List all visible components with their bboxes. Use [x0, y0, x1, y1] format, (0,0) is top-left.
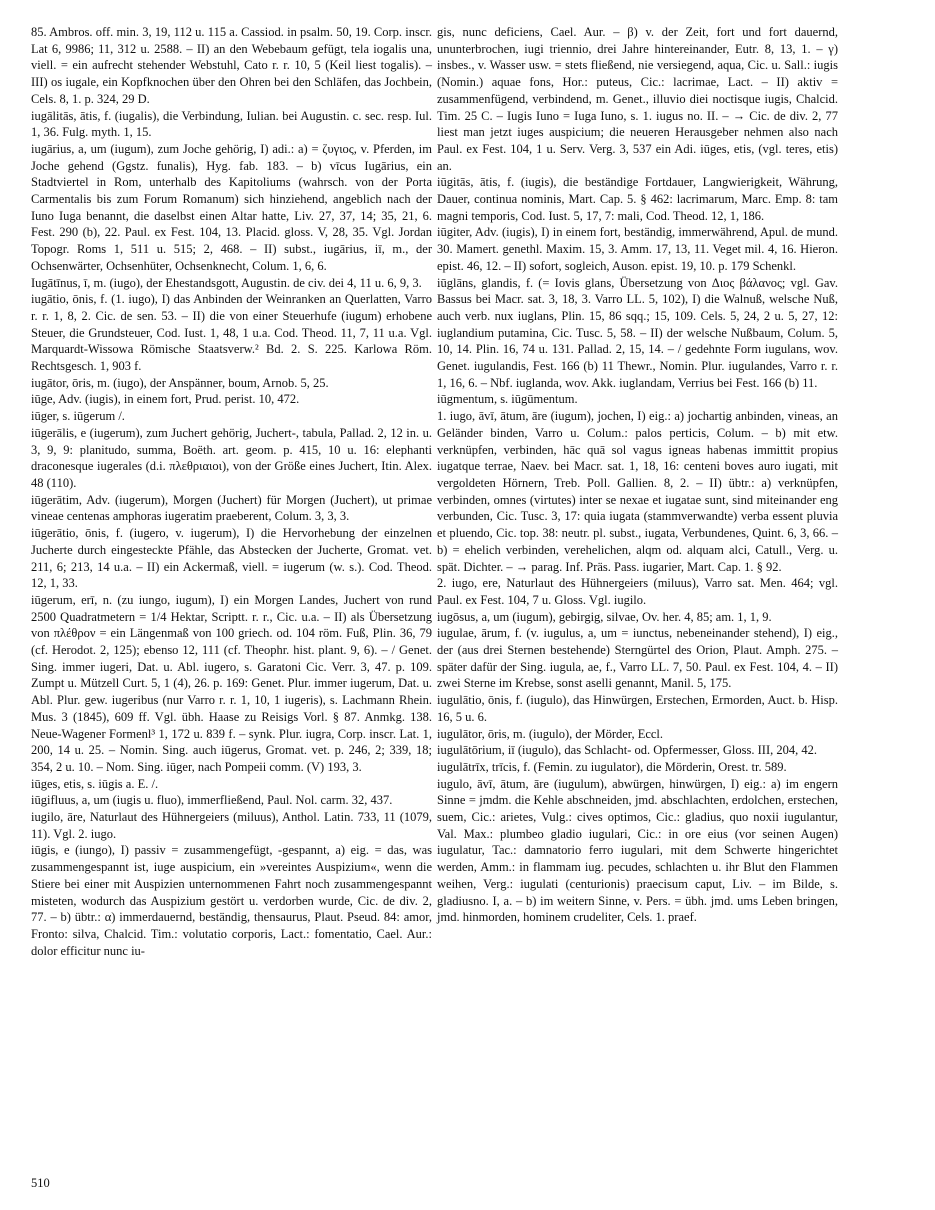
right-column — [437, 24, 838, 926]
entry: iūgerātio, ōnis, f. (iugero, v. iugerum), I) die Hervorhebung der einzelnen Jucherte durch eingesteckte Pfähle, das Abstecken der Jucherte, Gromat. vet. 211, 6; 213, 14 u.a. – II) ein Ackermaß, viell. = iugerum (w. s.). Cod. Theod. 12, 1, 33. — [31, 526, 432, 591]
left-column — [31, 24, 432, 959]
entry: iūgis, e (iungo), I) passiv = zusammengefügt, -gespannt, a) eig. = das, was zusammengespannt ist, iuge auspicium, ein »vereintes Auspizium«, wenn die Stiere bei einer mit Auspizien unternommenen Fahrt noch zusammengespannt misteten, wodurch das Auspizium gestört u. verdorben wurde, Cic. de div. 2, 77. – b) übtr.: α) immerdauernd, beständig, thensaurus, Plaut. Pseud. 84: amor, Fronto: silva, Chalcid. Tim.: volutatio corporis, Lact.: fomentatio, Cael. Aur.: dolor efficitur nunc iu- — [31, 843, 432, 958]
entry: iūglāns, glandis, f. (= Iovis glans, Übersetzung von Διος βάλανος; vgl. Gav. Bassus bei Macr. sat. 3, 18, 3. Varro LL. 5, 102), I) die Walnuß, welsche Nuß, auch verb. nux iuglans, Plin. 15, 86 sqq.; 15, 109. Cels. 5, 24, 2 u. 5, 27, 12: iuglandium putamina, Cic. Tusc. 5, 58. – II) der welsche Nußbaum, Colum. 5, 10, 14. Plin. 16, 74 u. 131. Pallad. 2, 15, 14. – / gedehnte Form iugulans, wov. Genet. iugulandis, Fest. 166 (b) 11 Thewr., Nomin. Plur. iugulandes, Varro r. r. 1, 16, 6. – Nbf. iuglanda, wov. Akk. iuglandam, Verrius bei Fest. 166 (b) 11. — [437, 275, 838, 390]
entry: iugālitās, ātis, f. (iugalis), die Verbindung, Iulian. bei Augustin. c. sec. resp. Iul. 1, 36. Fulg. myth. 1, 15. — [31, 108, 432, 140]
entry: iugātor, ōris, m. (iugo), der Anspänner, boum, Arnob. 5, 25. — [31, 375, 329, 390]
entry: iugōsus, a, um (iugum), gebirgig, silvae, Ov. her. 4, 85; am. 1, 1, 9. — [437, 609, 772, 624]
entry: iugārius, a, um (iugum), zum Joche gehörig, I) adi.: a) = ζυγιος, v. Pferden, im Joche gehend (Ggstz. funalis), Hyg. fab. 183. – b) vīcus Iugārius, ein Stadtviertel in Rom, unterhalb des Kapitoliums (wahrsch. von der Porta Carmentalis bis zum Forum Romanum) sich hinziehend, angeblich nach der Iuno Iuga benannt, die daselbst einen Altar hatte, Liv. 27, 37, 14; 35, 21, 6. Fest. 290 (b), 22. Paul. ex Fest. 104, 13. Placid. gloss. V, 28, 35. Vgl. Jordan Topogr. Roms 1, 511 u. 515; 2, 468. – II) subst., iugārius, iī, m., der Ochsenwärter, Ochsenhüter, Ochsenknecht, Colum. 1, 6, 6. — [31, 141, 432, 273]
entry: 85. Ambros. off. min. 3, 19, 112 u. 115 a. Cassiod. in psalm. 50, 19. Corp. inscr. Lat 6, 9986; 11, 312 u. 2588. – II) an den Webebaum gefügt, tela iogalis una, viell. = ein aufrecht stehender Webstuhl, Cato r. r. 10, 5 (Keil liest togalis). – III) os iugale, ein Kopfknochen über den Ohren bei den Schläfen, das Jochbein, Cels. 8, 1. p. 324, 29 D. — [31, 25, 432, 106]
entry: iugulātor, ōris, m. (iugulo), der Mörder, Eccl. — [437, 726, 664, 741]
entry: iūgerum, erī, n. (zu iungo, iugum), I) ein Morgen Landes, Juchert von rund 2500 Quadratmetern = 1/4 Hektar, Scriptt. r. r., Cic. u.a. – II) als Übersetzung von πλέθρον = ein Längenmaß von 100 griech. od. 104 röm. Fuß, Plin. 36, 79 (cf. Herodot. 2, 125); ebenso 12, 111 (cf. Theophr. hist. plant. 9, 6). – / Genet. Sing. immer iugeri, Dat. u. Abl. iugero, s. Garatoni Cic. Verr. 3, 47. p. 109. Zumpt u. Mützell Curt. 5, 1 (4), 26. p. 169: Genet. Plur. immer iugerum, Dat. u. Abl. Plur. gew. iugeribus (nur Varro r. r. 1, 10, 1 iugeris), s. Lachmann Rhein. Mus. 3 (1845), 609 ff. Vgl. übh. Haase zu Reisigs Vorl. § 87. Anmkg. 138. Neue-Wagener Formenl³ 1, 172 u. 839 f. – synk. Plur. iugra, Corp. inscr. Lat. 1, 200, 14 u. 25. – Nomin. Sing. auch iūgerus, Gromat. vet. p. 246, 2; 339, 18; 354, 2 u. 10. – Nom. Sing. iūger, nach Pompeii comm. (V) 193, 3. — [31, 592, 432, 774]
entry: iugulo, āvī, ātum, āre (iugulum), abwürgen, hinwürgen, I) eig.: a) im engern Sinne = jmdm. die Kehle abschneiden, jmd. abschlachten, erdolchen, erstechen, suem, Cic.: arietes, Vulg.: cives optimos, Cic.: gladius, quo noxii iugulantur, Val. Max.: plumbeo gladio iugulari, Cic.: in ore eius (vor seinen Augen) iugulatur, Tac.: damnatorio ferro iugulari, mit dem Schwerte hingerichtet werden, Amm.: in flammam iug. pecudes, schlachten u. ihr Blut den Flammen weihen, Verg.: iugulati (centurionis) praecisum caput, Liv. – im Bilde, s. gladiusno. I, a. – b) im weitern Sinne, v. Pers. = übh. jmd. ums Leben bringen, jmd. hinmorden, hominem crudeliter, Cels. 1. praef. — [437, 776, 838, 925]
entry: iūgifluus, a, um (iugis u. fluo), immerfließend, Paul. Nol. carm. 32, 437. — [31, 793, 393, 808]
entry: iugilo, āre, Naturlaut des Hühnergeiers (miluus), Anthol. Latin. 733, 11 (1079, 11). Vgl. 2. iugo. — [31, 810, 432, 841]
entry: iūgmentum, s. iūgūmentum. — [437, 392, 578, 407]
entry: Iugātīnus, ī, m. (iugo), der Ehestandsgott, Augustin. de civ. dei 4, 11 u. 6, 9, 3. — [31, 275, 422, 290]
entry: iūge, Adv. (iugis), in einem fort, Prud. perist. 10, 472. — [31, 392, 300, 407]
entry: iūger, s. iūgerum /. — [31, 409, 125, 424]
entry: 2. iugo, ere, Naturlaut des Hühnergeiers (miluus), Varro sat. Men. 464; vgl. Paul. ex Fest. 104, 7 u. Gloss. Vgl. iugilo. — [437, 576, 838, 607]
entry: 1. iugo, āvī, ātum, āre (iugum), jochen, I) eig.: a) jochartig anbinden, vineas, an Geländer binden, Varro u. Colum.: palos perticis, Colum. – b) mit etw. verknüpfen, verbinden, hāc quā sol vagus igneas habenas immittit propius iugatque terrae, Naev. bei Macr. sat. 1, 18, 16: centeni boves auro iugati, mit vergoldeten Hörnern, Treb. Poll. Gallien. 8, 2. – II) übtr.: a) verknüpfen, verbinden, omnes (virtutes) inter se nexae et iugatae sunt, sind miteinander eng verbunden, Cic. Tusc. 3, 17: quia iugata (stammverwandte) verba essent pluvia et pluendo, Cic. top. 38: neutr. pl. subst., iugata, Verbundenes, Quint. 6, 3, 66. – b) = ehelich verbinden, verehelichen, alqm od. alquam alci, Catull., Verg. u. spät. Dichter. – → parag. Inf. Präs. Pass. iugarier, Mart. Cap. 1. § 92. — [437, 409, 838, 574]
entry: iugulātio, ōnis, f. (iugulo), das Hinwürgen, Erstechen, Ermorden, Auct. b. Hisp. 16, 5 u. 6. — [437, 693, 838, 724]
entry: iūgerālis, e (iugerum), zum Juchert gehörig, Juchert-, tabula, Pallad. 2, 12 in. u. 3, 9, 9: planitudo, summa, Boëth. art. geom. p. 415, 10 u. 16: elephanti draconesque iugerales (d.i. πλεθριαιοι), von der Größe eines Juchert, Itin. Alex. 48 (110). — [31, 425, 432, 490]
entry: iūgerātim, Adv. (iugerum), Morgen (Juchert) für Morgen (Juchert), ut primae vineae centenas amphoras iugeratim praeberent, Colum. 3, 3, 3. — [31, 492, 432, 524]
page-number: 510 — [31, 1176, 50, 1190]
entry: iugulātōrium, iī (iugulo), das Schlacht- od. Opfermesser, Gloss. III, 204, 42. — [437, 743, 817, 758]
entry: iūgiter, Adv. (iugis), I) in einem fort, beständig, immerwährend, Apul. de mund. 30. Mamert. genethl. Maxim. 15, 3. Amm. 17, 13, 11. Veget mil. 4, 16. Hieron. epist. 46, 12. – II) sofort, sogleich, Auson. epist. 19, 10. p. 179 Schenkl. — [437, 225, 838, 273]
entry: iugātio, ōnis, f. (1. iugo), I) das Anbinden der Weinranken an Querlatten, Varro r. r. 1, 8, 2. Cic. de sen. 53. – II) die von einer Steuerhufe (iugum) erhobene Steuer, die Grundsteuer, Cod. Iust. 1, 48, 1 u.a. Cod. Theod. 11, 7, 11 u.a. Vgl. Marquardt-Wissowa Römische Staatsverw.² Bd. 2. S. 225. Karlowa Röm. Rechtsgesch. 1, 903 f. — [31, 292, 432, 374]
entry: gis, nunc deficiens, Cael. Aur. – β) v. der Zeit, fort und fort dauernd, ununterbrochen, iugi triennio, drei Jahre hintereinander, Eutr. 8, 13, 1. – γ) insbes., v. Wasser usw. = stets fließend, nie versiegend, aqua, Cic. u. Sall.: iugis (Nomin.) aquae fons, Hor.: puteus, Cic.: lacrimae, Lact. – II) aktiv = zusammenfügend, verbindend, m. Genet., illuvio diei noctisque iugis, Chalcid. Tim. 25 C. – Iugis Iuno = Iuga Iuno, s. 1. iugus no. II. – → Cic. de div. 2, 77 liest man jetzt iuges auspicium; die neueren Herausgeber nehmen also nach Paul. ex Fest. 104, 1 u. Serv. Verg. 3, 537 ein Adi. iūges, etis, (vgl. teres, etis) an. — [437, 25, 838, 173]
entry: iūges, etis, s. iūgis a. E. /. — [31, 776, 159, 791]
entry: iūgitās, ātis, f. (iugis), die beständige Fortdauer, Langwierigkeit, Währung, Dauer, continua nominis, Mart. Cap. 5. § 462: lacrimarum, Marc. Emp. 8: tam magni temporis, Cod. Iust. 5, 17, 7: mali, Cod. Theod. 12, 1, 186. — [437, 175, 838, 223]
entry: iugulātrīx, trīcis, f. (Femin. zu iugulator), die Mörderin, Orest. tr. 589. — [437, 759, 787, 774]
entry: iugulae, ārum, f. (v. iugulus, a, um = iunctus, nebeneinander stehend), I) eig., der (aus drei Sternen bestehende) Sterngürtel des Orion, Plaut. Amph. 275. – später dafür der Sing. iugula, ae, f., Varro LL. 7, 50. Paul. ex Fest. 104, 4. – II) zwei Sterne im Krebse, sonst aselli genannt, Manil. 5, 175. — [437, 626, 838, 691]
